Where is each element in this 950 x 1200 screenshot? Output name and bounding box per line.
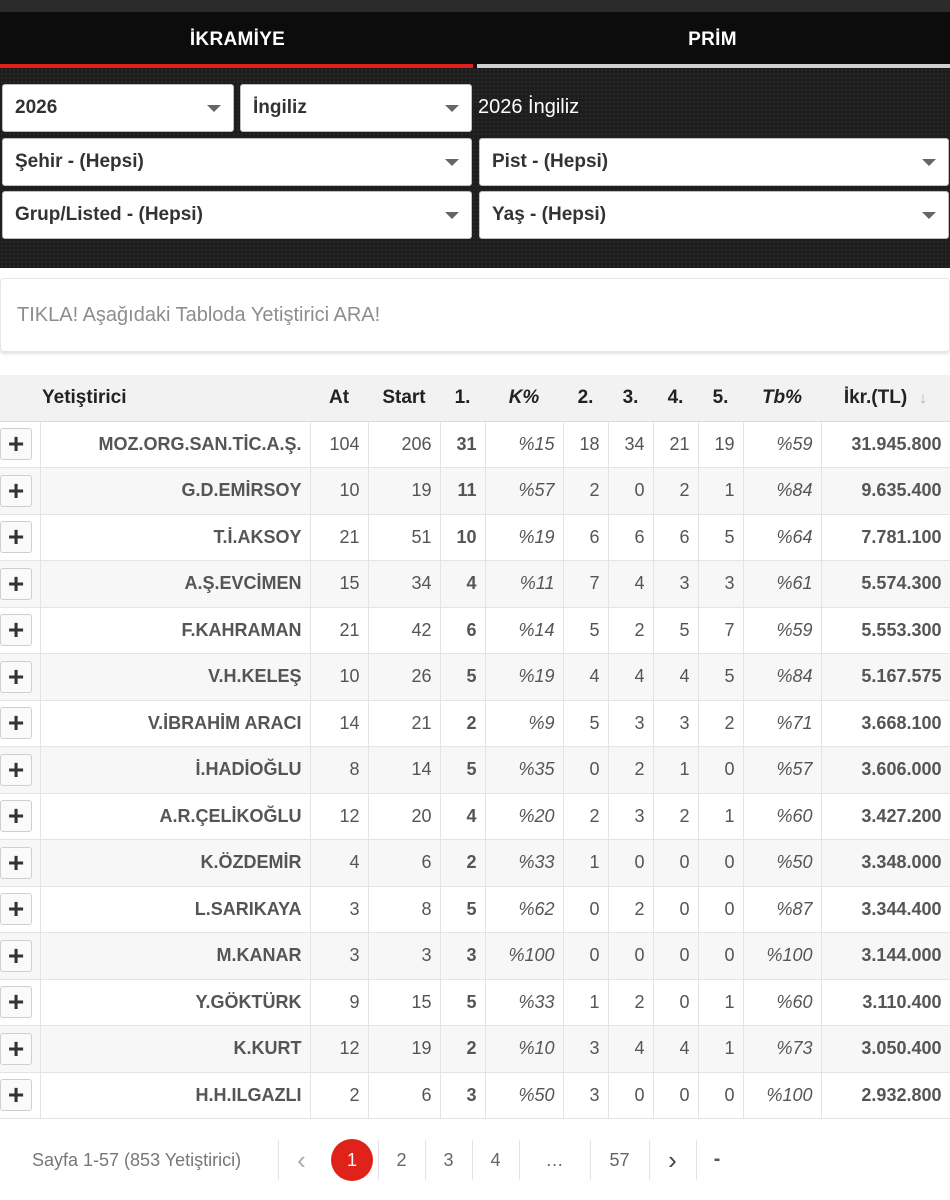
win-percent-cell: %15: [485, 421, 563, 468]
second-place-count-cell: 3: [563, 1072, 608, 1119]
fourth-place-count-cell: 1: [653, 747, 698, 794]
plus-icon[interactable]: +: [0, 521, 32, 553]
win-percent-cell: %19: [485, 514, 563, 561]
col-header-win-pct[interactable]: K%: [485, 375, 563, 421]
third-place-count-cell: 4: [608, 1026, 653, 1073]
breeder-name-cell: L.SARIKAYA: [40, 886, 310, 933]
first-place-count-cell: 5: [440, 747, 485, 794]
grid-view-icon[interactable]: ▪▪: [696, 1140, 736, 1180]
breeder-name-cell: F.KAHRAMAN: [40, 607, 310, 654]
prev-page-button[interactable]: ‹: [278, 1140, 324, 1180]
third-place-count-cell: 4: [608, 561, 653, 608]
breeder-name-cell: A.Ş.EVCİMEN: [40, 561, 310, 608]
page-button-2[interactable]: 2: [378, 1140, 424, 1180]
start-count-cell: 206: [368, 421, 440, 468]
earnings-cell: 5.574.300: [821, 561, 950, 608]
first-place-count-cell: 2: [440, 840, 485, 887]
fifth-place-count-cell: 0: [698, 747, 743, 794]
breeder-name-cell: M.KANAR: [40, 933, 310, 980]
col-header-fifth[interactable]: 5.: [698, 375, 743, 421]
fourth-place-count-cell: 0: [653, 840, 698, 887]
first-place-count-cell: 5: [440, 886, 485, 933]
table-row[interactable]: [0, 421, 950, 468]
horse-count-cell: 8: [310, 747, 368, 794]
first-place-count-cell: 4: [440, 793, 485, 840]
chevron-down-icon: [207, 105, 221, 112]
filter-panel: [0, 68, 950, 268]
fifth-place-count-cell: 1: [698, 1026, 743, 1073]
expand-button-cell: [0, 933, 40, 980]
breeder-name-cell: K.KURT: [40, 1026, 310, 1073]
table-row[interactable]: [0, 793, 950, 840]
earnings-cell: 3.110.400: [821, 979, 950, 1026]
year-select[interactable]: [2, 84, 234, 132]
tab-ikramiye[interactable]: İKRAMİYE: [0, 12, 475, 68]
plus-icon[interactable]: +: [0, 614, 32, 646]
first-place-count-cell: 31: [440, 421, 485, 468]
group-select-value: Grup/Listed - (Hepsi): [15, 204, 203, 225]
second-place-count-cell: 6: [563, 514, 608, 561]
expand-button-cell: [0, 747, 40, 794]
pagination-info: Sayfa 1-57 (853 Yetiştirici): [32, 1150, 242, 1170]
year-select-value: 2026: [15, 97, 58, 118]
second-place-count-cell: 0: [563, 933, 608, 980]
fifth-place-count-cell: 5: [698, 514, 743, 561]
third-place-count-cell: 0: [608, 468, 653, 515]
page-button-1[interactable]: [328, 1140, 376, 1180]
start-count-cell: 19: [368, 1026, 440, 1073]
sort-arrow-icon[interactable]: ↓: [919, 389, 928, 407]
fourth-place-count-cell: 4: [653, 654, 698, 701]
expand-button-cell: [0, 700, 40, 747]
fourth-place-count-cell: 0: [653, 886, 698, 933]
fourth-place-count-cell: 21: [653, 421, 698, 468]
chevron-down-icon: [922, 159, 936, 166]
breeder-name-cell: MOZ.ORG.SAN.TİC.A.Ş.: [40, 421, 310, 468]
start-count-cell: 20: [368, 793, 440, 840]
earnings-cell: 3.050.400: [821, 1026, 950, 1073]
third-place-count-cell: 2: [608, 747, 653, 794]
start-count-cell: 42: [368, 607, 440, 654]
age-select[interactable]: [479, 191, 949, 239]
breeder-search-input[interactable]: [0, 278, 950, 352]
tab-bar: [0, 12, 950, 68]
horse-count-cell: 9: [310, 979, 368, 1026]
expand-button-cell: [0, 1026, 40, 1073]
breeders-table: [0, 375, 950, 1119]
place-percent-cell: %61: [743, 561, 821, 608]
second-place-count-cell: 7: [563, 561, 608, 608]
expand-button-cell: [0, 561, 40, 608]
plus-icon[interactable]: +: [0, 661, 32, 693]
breeder-name-cell: V.İBRAHİM ARACI: [40, 700, 310, 747]
win-percent-cell: %57: [485, 468, 563, 515]
place-percent-cell: %73: [743, 1026, 821, 1073]
fourth-place-count-cell: 4: [653, 1026, 698, 1073]
earnings-cell: 2.932.800: [821, 1072, 950, 1119]
fourth-place-count-cell: 2: [653, 793, 698, 840]
fourth-place-count-cell: 3: [653, 700, 698, 747]
expand-button-cell: [0, 840, 40, 887]
col-header-earnings[interactable]: [821, 375, 950, 421]
second-place-count-cell: 5: [563, 607, 608, 654]
win-percent-cell: %11: [485, 561, 563, 608]
fourth-place-count-cell: 6: [653, 514, 698, 561]
third-place-count-cell: 3: [608, 700, 653, 747]
place-percent-cell: %50: [743, 840, 821, 887]
win-percent-cell: %14: [485, 607, 563, 654]
horse-count-cell: 4: [310, 840, 368, 887]
win-percent-cell: %100: [485, 933, 563, 980]
search-placeholder: TIKLA! Aşağıdaki Tabloda Yetiştirici ARA!: [17, 303, 381, 326]
start-count-cell: 26: [368, 654, 440, 701]
expand-button-cell: [0, 1072, 40, 1119]
third-place-count-cell: 2: [608, 979, 653, 1026]
horse-count-cell: 12: [310, 1026, 368, 1073]
earnings-cell: 3.427.200: [821, 793, 950, 840]
start-count-cell: 8: [368, 886, 440, 933]
fourth-place-count-cell: 0: [653, 979, 698, 1026]
fifth-place-count-cell: 7: [698, 607, 743, 654]
breeder-name-cell: G.D.EMİRSOY: [40, 468, 310, 515]
place-percent-cell: %71: [743, 700, 821, 747]
expand-button-cell: [0, 793, 40, 840]
place-percent-cell: %59: [743, 607, 821, 654]
chevron-down-icon: [445, 105, 459, 112]
third-place-count-cell: 0: [608, 840, 653, 887]
horse-count-cell: 104: [310, 421, 368, 468]
city-select-value: Şehir - (Hepsi): [15, 151, 144, 172]
earnings-cell: 3.348.000: [821, 840, 950, 887]
plus-icon[interactable]: +: [0, 707, 32, 739]
horse-count-cell: 10: [310, 468, 368, 515]
table-row[interactable]: [0, 607, 950, 654]
third-place-count-cell: 34: [608, 421, 653, 468]
breeder-name-cell: A.R.ÇELİKOĞLU: [40, 793, 310, 840]
next-page-button[interactable]: ›: [649, 1140, 695, 1180]
col-header-first[interactable]: 1.: [440, 375, 485, 421]
chevron-down-icon: [445, 159, 459, 166]
fifth-place-count-cell: 2: [698, 700, 743, 747]
age-select-value: Yaş - (Hepsi): [492, 204, 607, 225]
earnings-cell: 3.606.000: [821, 747, 950, 794]
earnings-cell: 3.144.000: [821, 933, 950, 980]
horse-count-cell: 2: [310, 1072, 368, 1119]
plus-icon[interactable]: +: [0, 1079, 32, 1111]
col-header-fourth[interactable]: 4.: [653, 375, 698, 421]
horse-count-cell: 12: [310, 793, 368, 840]
win-percent-cell: %33: [485, 979, 563, 1026]
third-place-count-cell: 0: [608, 1072, 653, 1119]
fourth-place-count-cell: 0: [653, 1072, 698, 1119]
first-place-count-cell: 4: [440, 561, 485, 608]
third-place-count-cell: 4: [608, 654, 653, 701]
city-select[interactable]: [2, 138, 472, 186]
table-row[interactable]: [0, 933, 950, 980]
place-percent-cell: %87: [743, 886, 821, 933]
plus-icon[interactable]: +: [0, 568, 32, 600]
start-count-cell: 51: [368, 514, 440, 561]
earnings-cell: 31.945.800: [821, 421, 950, 468]
fourth-place-count-cell: 5: [653, 607, 698, 654]
table-row[interactable]: [0, 1026, 950, 1073]
tab-prim[interactable]: PRİM: [475, 12, 950, 68]
table-row[interactable]: [0, 979, 950, 1026]
place-percent-cell: %100: [743, 1072, 821, 1119]
start-count-cell: 6: [368, 1072, 440, 1119]
horse-count-cell: 15: [310, 561, 368, 608]
horse-count-cell: 21: [310, 514, 368, 561]
place-percent-cell: %64: [743, 514, 821, 561]
expand-button-cell: [0, 514, 40, 561]
start-count-cell: 3: [368, 933, 440, 980]
second-place-count-cell: 18: [563, 421, 608, 468]
pagination: [0, 1140, 950, 1180]
expand-button-cell: [0, 654, 40, 701]
table-header-row: [0, 375, 950, 421]
third-place-count-cell: 6: [608, 514, 653, 561]
page-ellipsis: …: [519, 1140, 589, 1180]
first-place-count-cell: 3: [440, 933, 485, 980]
first-place-count-cell: 2: [440, 700, 485, 747]
expand-button-cell: [0, 421, 40, 468]
first-place-count-cell: 6: [440, 607, 485, 654]
col-header-third[interactable]: 3.: [608, 375, 653, 421]
plus-icon[interactable]: +: [0, 800, 32, 832]
second-place-count-cell: 2: [563, 793, 608, 840]
page-button-4[interactable]: 4: [472, 1140, 518, 1180]
table-row[interactable]: [0, 514, 950, 561]
breeder-name-cell: H.H.ILGAZLI: [40, 1072, 310, 1119]
table-row[interactable]: [0, 1072, 950, 1119]
horse-count-cell: 3: [310, 886, 368, 933]
col-header-earnings-label: İkr.(TL): [843, 386, 908, 408]
plus-icon[interactable]: +: [0, 428, 32, 460]
breed-select[interactable]: [240, 84, 472, 132]
start-count-cell: 6: [368, 840, 440, 887]
third-place-count-cell: 2: [608, 607, 653, 654]
third-place-count-cell: 0: [608, 933, 653, 980]
fifth-place-count-cell: 0: [698, 1072, 743, 1119]
win-percent-cell: %33: [485, 840, 563, 887]
earnings-cell: 7.781.100: [821, 514, 950, 561]
start-count-cell: 19: [368, 468, 440, 515]
group-select[interactable]: [2, 191, 472, 239]
fifth-place-count-cell: 1: [698, 793, 743, 840]
fifth-place-count-cell: 1: [698, 979, 743, 1026]
first-place-count-cell: 2: [440, 1026, 485, 1073]
place-percent-cell: %84: [743, 654, 821, 701]
expand-button-cell: [0, 607, 40, 654]
second-place-count-cell: 0: [563, 747, 608, 794]
horse-count-cell: 21: [310, 607, 368, 654]
earnings-cell: 5.553.300: [821, 607, 950, 654]
top-strip: [0, 0, 950, 12]
expand-button-cell: [0, 979, 40, 1026]
horse-count-cell: 3: [310, 933, 368, 980]
third-place-count-cell: 3: [608, 793, 653, 840]
start-count-cell: 34: [368, 561, 440, 608]
page-button-3[interactable]: 3: [425, 1140, 471, 1180]
win-percent-cell: %35: [485, 747, 563, 794]
first-place-count-cell: 5: [440, 654, 485, 701]
table-row[interactable]: [0, 747, 950, 794]
filter-summary: 2026 İngiliz: [478, 96, 580, 118]
track-select[interactable]: [479, 138, 949, 186]
third-place-count-cell: 2: [608, 886, 653, 933]
breeder-name-cell: İ.HADİOĞLU: [40, 747, 310, 794]
plus-icon[interactable]: +: [0, 475, 32, 507]
table-row[interactable]: [0, 840, 950, 887]
fifth-place-count-cell: 19: [698, 421, 743, 468]
first-place-count-cell: 3: [440, 1072, 485, 1119]
fifth-place-count-cell: 0: [698, 933, 743, 980]
chevron-down-icon: [922, 212, 936, 219]
table-row[interactable]: [0, 561, 950, 608]
fifth-place-count-cell: 3: [698, 561, 743, 608]
fourth-place-count-cell: 3: [653, 561, 698, 608]
horse-count-cell: 14: [310, 700, 368, 747]
expand-button-cell: [0, 468, 40, 515]
col-header-starts[interactable]: Start: [368, 375, 440, 421]
fourth-place-count-cell: 2: [653, 468, 698, 515]
table-body: [0, 421, 950, 1119]
second-place-count-cell: 1: [563, 840, 608, 887]
place-percent-cell: %57: [743, 747, 821, 794]
second-place-count-cell: 0: [563, 886, 608, 933]
breeder-name-cell: T.İ.AKSOY: [40, 514, 310, 561]
start-count-cell: 14: [368, 747, 440, 794]
win-percent-cell: %20: [485, 793, 563, 840]
first-place-count-cell: 11: [440, 468, 485, 515]
win-percent-cell: %62: [485, 886, 563, 933]
col-header-place-pct[interactable]: Tb%: [743, 375, 821, 421]
win-percent-cell: %50: [485, 1072, 563, 1119]
second-place-count-cell: 1: [563, 979, 608, 1026]
col-header-name[interactable]: Yetiştirici: [0, 375, 310, 421]
place-percent-cell: %60: [743, 793, 821, 840]
win-percent-cell: %10: [485, 1026, 563, 1073]
breeder-name-cell: V.H.KELEŞ: [40, 654, 310, 701]
place-percent-cell: %100: [743, 933, 821, 980]
start-count-cell: 15: [368, 979, 440, 1026]
fifth-place-count-cell: 1: [698, 468, 743, 515]
col-header-horses[interactable]: At: [310, 375, 368, 421]
earnings-cell: 9.635.400: [821, 468, 950, 515]
expand-button-cell: [0, 886, 40, 933]
earnings-cell: 3.344.400: [821, 886, 950, 933]
start-count-cell: 21: [368, 700, 440, 747]
table-row[interactable]: [0, 654, 950, 701]
track-select-value: Pist - (Hepsi): [492, 151, 609, 172]
plus-icon[interactable]: +: [0, 754, 32, 786]
place-percent-cell: %59: [743, 421, 821, 468]
chevron-down-icon: [445, 212, 459, 219]
second-place-count-cell: 4: [563, 654, 608, 701]
fifth-place-count-cell: 0: [698, 886, 743, 933]
fifth-place-count-cell: 5: [698, 654, 743, 701]
win-percent-cell: %19: [485, 654, 563, 701]
fifth-place-count-cell: 0: [698, 840, 743, 887]
breeder-name-cell: Y.GÖKTÜRK: [40, 979, 310, 1026]
page-button-1-label: 1: [331, 1139, 373, 1181]
plus-icon[interactable]: +: [0, 893, 32, 925]
plus-icon[interactable]: +: [0, 847, 32, 879]
plus-icon[interactable]: +: [0, 1033, 32, 1065]
breed-select-value: İngiliz: [253, 97, 307, 118]
earnings-cell: 3.668.100: [821, 700, 950, 747]
second-place-count-cell: 2: [563, 468, 608, 515]
horse-count-cell: 10: [310, 654, 368, 701]
breeder-name-cell: K.ÖZDEMİR: [40, 840, 310, 887]
earnings-cell: 5.167.575: [821, 654, 950, 701]
first-place-count-cell: 10: [440, 514, 485, 561]
place-percent-cell: %84: [743, 468, 821, 515]
table-row[interactable]: [0, 468, 950, 515]
second-place-count-cell: 5: [563, 700, 608, 747]
table-row[interactable]: [0, 700, 950, 747]
fourth-place-count-cell: 0: [653, 933, 698, 980]
first-place-count-cell: 5: [440, 979, 485, 1026]
plus-icon[interactable]: +: [0, 986, 32, 1018]
col-header-second[interactable]: 2.: [563, 375, 608, 421]
table-row[interactable]: [0, 886, 950, 933]
win-percent-cell: %9: [485, 700, 563, 747]
second-place-count-cell: 3: [563, 1026, 608, 1073]
place-percent-cell: %60: [743, 979, 821, 1026]
page-button-57[interactable]: 57: [590, 1140, 648, 1180]
plus-icon[interactable]: +: [0, 940, 32, 972]
